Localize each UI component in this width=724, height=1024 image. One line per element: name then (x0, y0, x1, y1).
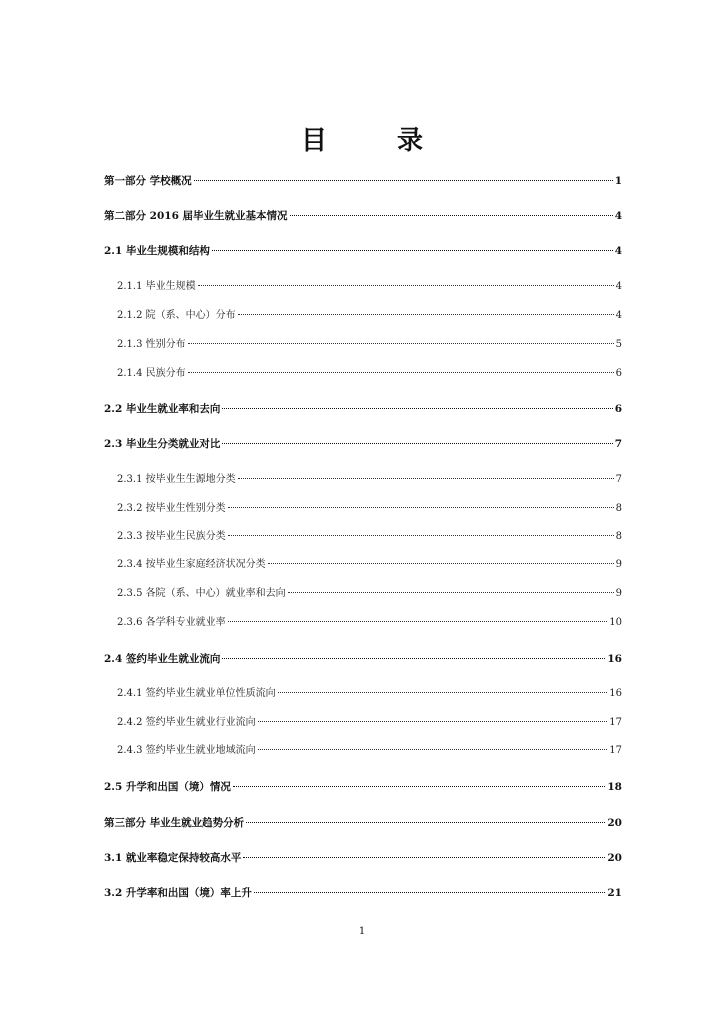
toc-entry-label: 2.4.2 签约毕业生就业行业流向 (117, 717, 256, 728)
toc-entry-2-4-3[interactable] (117, 743, 622, 759)
toc-entry-page: 4 (614, 210, 622, 222)
toc-entry-2-3-1[interactable] (117, 472, 622, 488)
toc-entry-label: 2.3.5 各院（系、中心）就业率和去向 (117, 588, 286, 599)
toc-entry-label: 2.2 毕业生就业率和去向 (104, 403, 221, 415)
dot-leader (254, 892, 605, 893)
dot-leader (258, 749, 608, 750)
toc-entry-page: 6 (615, 368, 622, 379)
dot-leader (188, 343, 614, 344)
toc-entry-page: 20 (607, 817, 622, 829)
toc-entry-2-1-3[interactable] (117, 337, 622, 353)
toc-entry-label: 2.3.3 按毕业生民族分类 (117, 531, 226, 542)
toc-entry-2-3-4[interactable] (117, 557, 622, 573)
toc-entry-page: 1 (614, 175, 622, 187)
dot-leader (228, 621, 608, 622)
dot-leader (188, 372, 614, 373)
toc-entry-page: 6 (614, 403, 622, 415)
toc-entry-2-3-6[interactable] (117, 615, 622, 631)
footer-page-number: 1 (358, 926, 366, 937)
toc-entry-label: 2.1.1 毕业生规模 (117, 281, 196, 292)
toc-entry-label: 第三部分 毕业生就业趋势分析 (104, 817, 245, 829)
dot-leader (222, 658, 605, 659)
toc-entry-label: 2.1.2 院（系、中心）分布 (117, 310, 236, 321)
toc-entry-label: 3.2 升学率和出国（境）率上升 (104, 887, 252, 899)
toc-entry-part-1[interactable] (104, 173, 622, 189)
dot-leader (258, 721, 608, 722)
dot-leader (194, 180, 613, 181)
toc-entry-page: 8 (615, 503, 622, 514)
toc-entry-3-2[interactable] (104, 885, 622, 901)
toc-entry-label: 2.3.4 按毕业生家庭经济状况分类 (117, 559, 266, 570)
toc-entry-label: 2.4.3 签约毕业生就业地域流向 (117, 745, 256, 756)
dot-leader (222, 443, 612, 444)
dot-leader (212, 250, 613, 251)
toc-entry-page: 4 (614, 245, 622, 257)
dot-leader (228, 535, 614, 536)
toc-entry-page: 5 (615, 339, 622, 350)
toc-entry-2-4[interactable] (104, 651, 622, 667)
toc-entry-2-5[interactable] (104, 779, 622, 795)
toc-entry-label: 2.3.1 按毕业生生源地分类 (117, 474, 236, 485)
toc-entry-label: 2.1.3 性别分布 (117, 339, 186, 350)
dot-leader (198, 285, 614, 286)
toc-entry-label: 2.4 签约毕业生就业流向 (104, 653, 221, 665)
dot-leader (278, 692, 608, 693)
page-title: 目 录 (300, 126, 445, 156)
toc-entry-2-2[interactable] (104, 401, 622, 417)
toc-entry-label: 2.3 毕业生分类就业对比 (104, 438, 221, 450)
toc-entry-page: 16 (607, 653, 622, 665)
toc-entry-3-1[interactable] (104, 850, 622, 866)
toc-entry-label: 2.4.1 签约毕业生就业单位性质流向 (117, 688, 276, 699)
dot-leader (268, 563, 614, 564)
dot-leader (290, 215, 613, 216)
toc-entry-page: 9 (615, 559, 622, 570)
toc-entry-page: 7 (614, 438, 622, 450)
toc-entry-page: 8 (615, 531, 622, 542)
toc-entry-2-1[interactable] (104, 243, 622, 259)
toc-entry-label: 2.1 毕业生规模和结构 (104, 245, 210, 257)
toc-entry-page: 18 (607, 781, 622, 793)
dot-leader (246, 822, 605, 823)
dot-leader (238, 478, 614, 479)
toc-entry-label: 2.5 升学和出国（境）情况 (104, 781, 231, 793)
toc-entry-page: 17 (609, 717, 622, 728)
toc-entry-label: 3.1 就业率稳定保持较高水平 (104, 852, 242, 864)
toc-entry-2-3-5[interactable] (117, 586, 622, 602)
dot-leader (238, 314, 614, 315)
toc-entry-2-4-2[interactable] (117, 715, 622, 731)
toc-entry-label: 2.1.4 民族分布 (117, 368, 186, 379)
dot-leader (228, 507, 614, 508)
toc-entry-2-1-4[interactable] (117, 366, 622, 382)
dot-leader (288, 592, 614, 593)
toc-entry-page: 7 (615, 474, 622, 485)
dot-leader (222, 408, 612, 409)
toc-entry-part-3[interactable] (104, 815, 622, 831)
toc-entry-page: 4 (615, 310, 622, 321)
toc-entry-page: 10 (609, 617, 622, 628)
toc-entry-page: 17 (609, 745, 622, 756)
toc-entry-label: 第二部分 2016 届毕业生就业基本情况 (104, 210, 288, 222)
toc-entry-2-3-2[interactable] (117, 501, 622, 517)
toc-entry-2-1-2[interactable] (117, 308, 622, 324)
toc-entry-page: 20 (607, 852, 622, 864)
dot-leader (243, 857, 605, 858)
dot-leader (233, 786, 605, 787)
toc-entry-page: 9 (615, 588, 622, 599)
toc-entry-2-3-3[interactable] (117, 529, 622, 545)
toc-entry-label: 2.3.6 各学科专业就业率 (117, 617, 226, 628)
toc-entry-label: 2.3.2 按毕业生性别分类 (117, 503, 226, 514)
toc-entry-page: 16 (609, 688, 622, 699)
toc-entry-page: 4 (615, 281, 622, 292)
toc-entry-page: 21 (607, 887, 622, 899)
toc-entry-2-4-1[interactable] (117, 686, 622, 702)
toc-entry-2-3[interactable] (104, 436, 622, 452)
toc-entry-label: 第一部分 学校概况 (104, 175, 192, 187)
toc-entry-2-1-1[interactable] (117, 279, 622, 295)
toc-entry-part-2[interactable] (104, 208, 622, 224)
